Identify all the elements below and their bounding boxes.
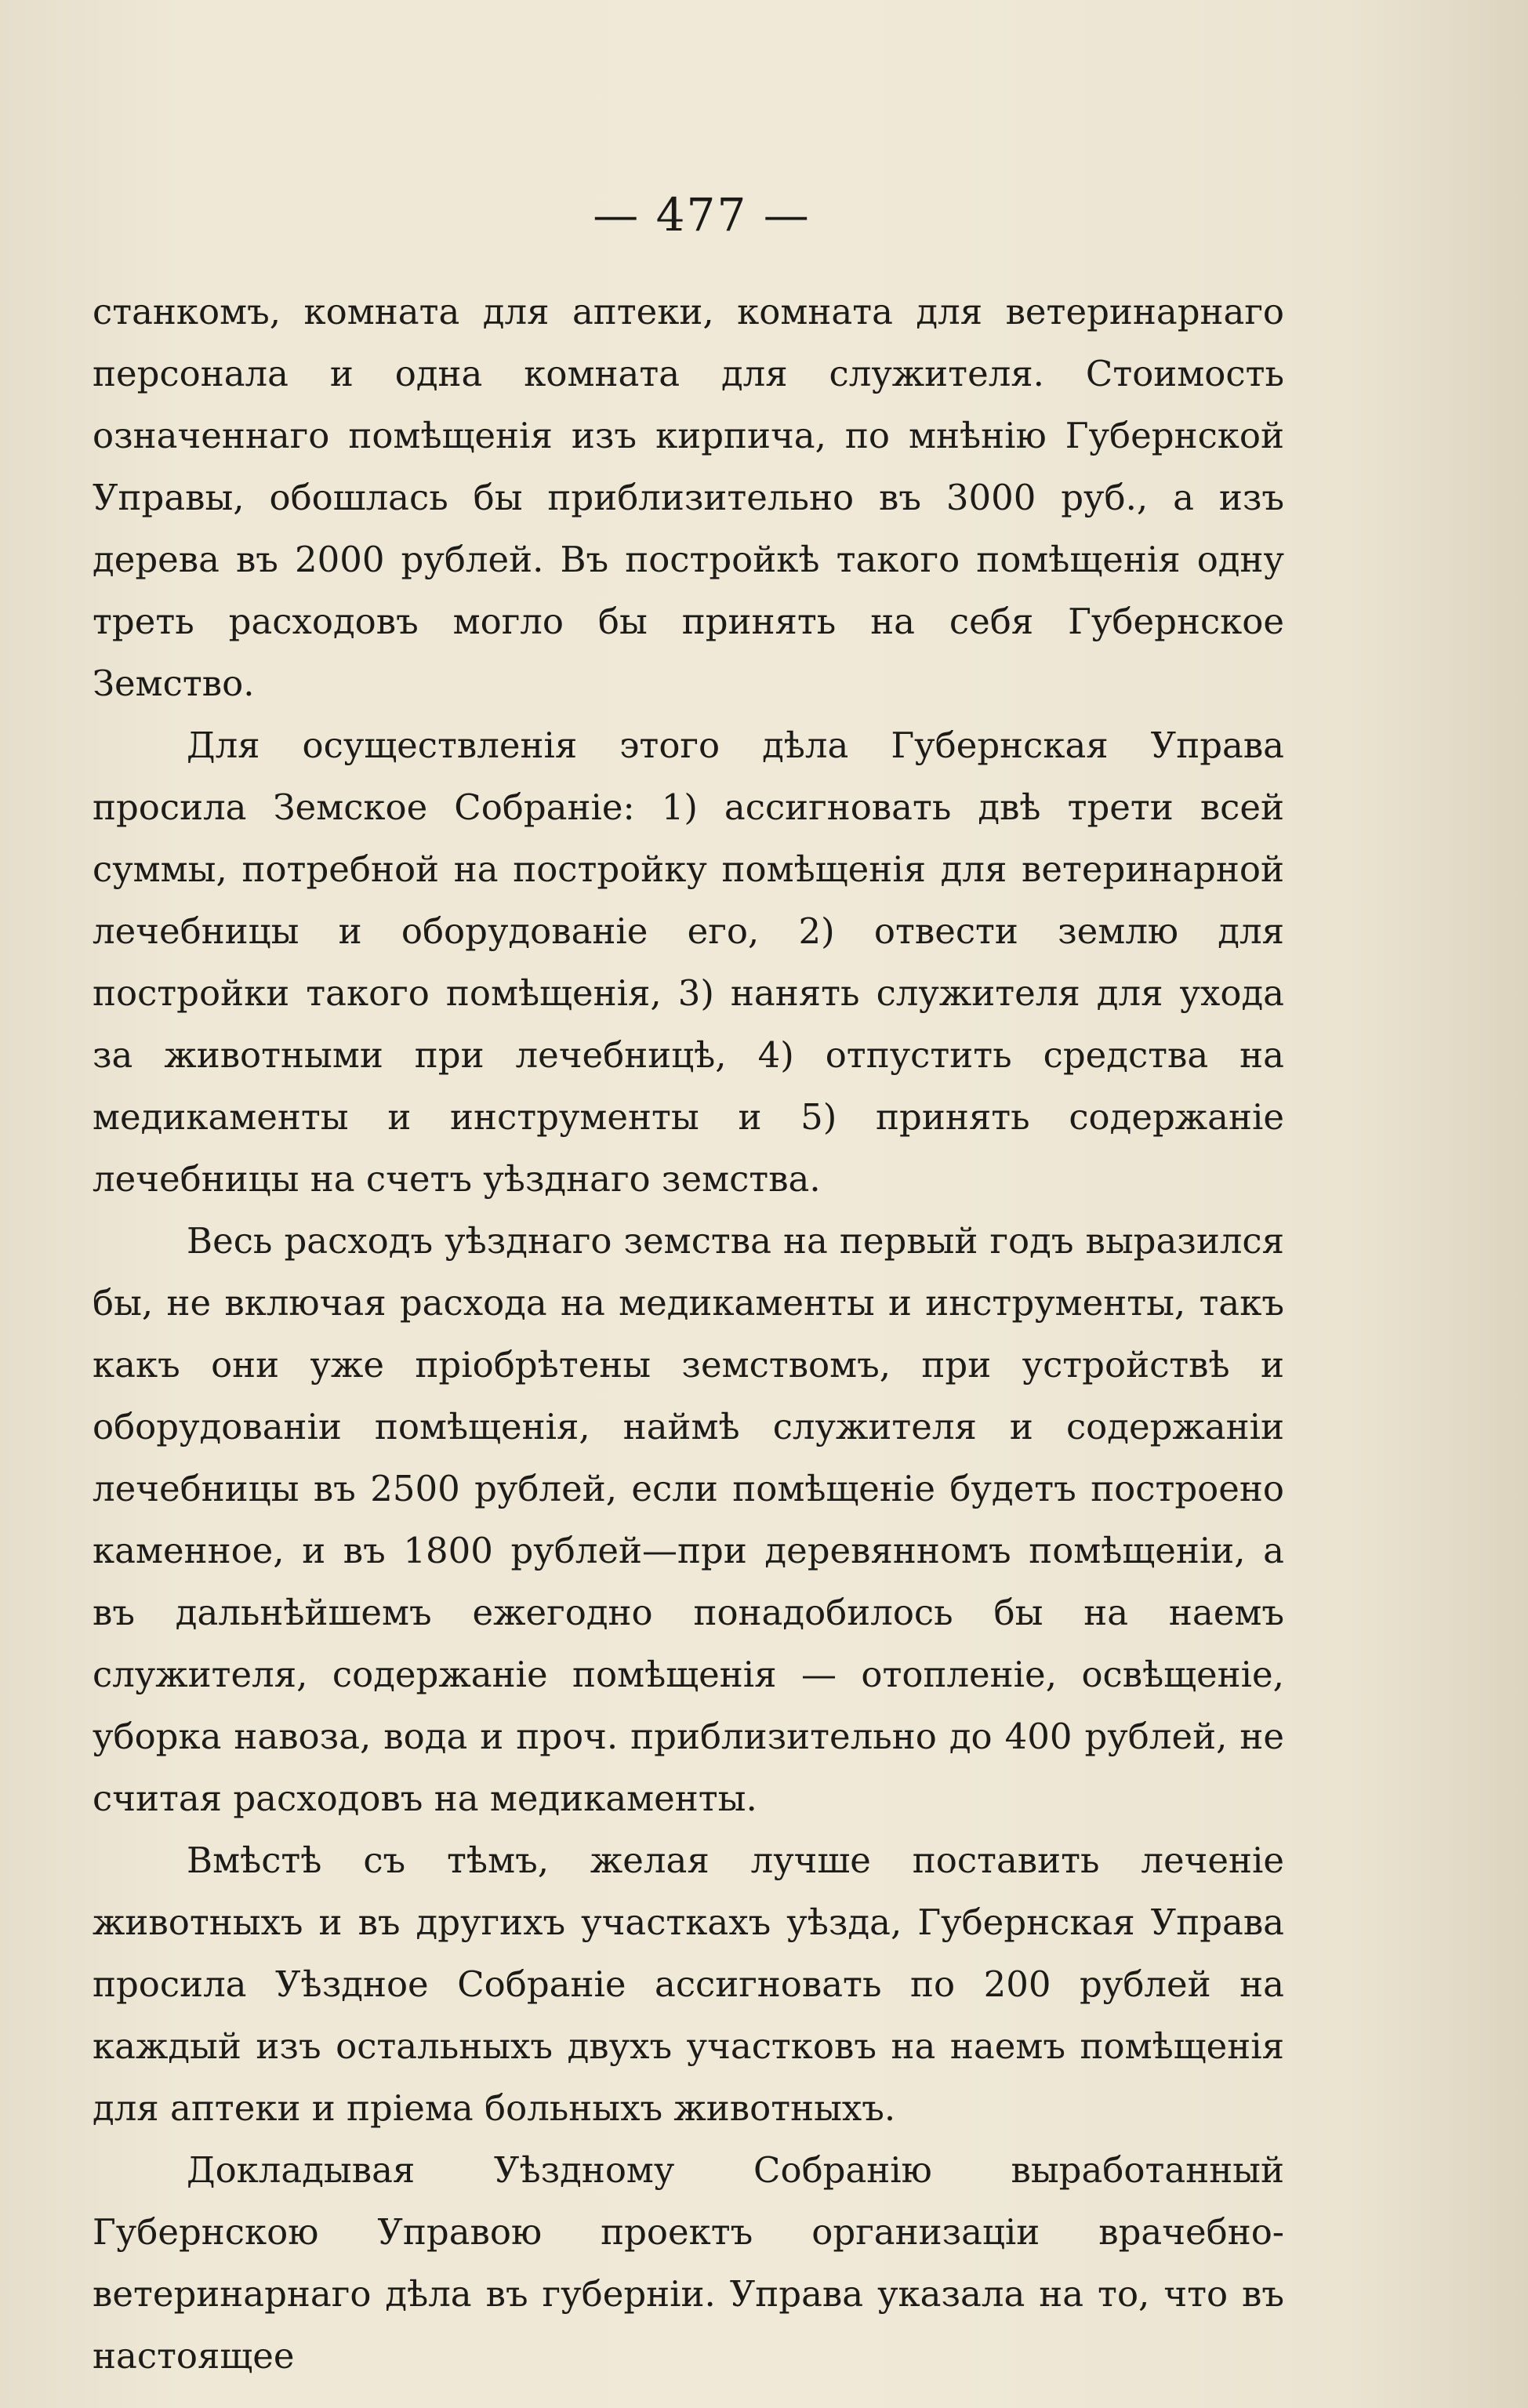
paragraph: Докладывая Уѣздному Собранію выработанный Губернскою Управою проектъ организаціи врачебно-ветеринарнаго дѣла въ губерніи. Управа указала на то, что въ настоящее [93,2149,1284,2377]
page-number: — 477 — [593,188,811,242]
paragraph: Вмѣстѣ съ тѣмъ, желая лучше поставить леченіе животныхъ и въ другихъ участкахъ уѣзда, Губернская Управа просила Уѣздное Собраніе ассигновать по 200 рублей на каждый изъ остальныхъ двухъ участковъ на наемъ помѣщенія для аптеки и пріема больныхъ животныхъ. [93,1840,1284,2129]
page-body-text [93,281,1284,2387]
paragraph: Весь расходъ уѣзднаго земства на первый годъ выразился бы, не включая расхода на медикаменты и инструменты, такъ какъ они уже пріобрѣтены земствомъ, при устройствѣ и оборудованіи помѣщенія, наймѣ служителя и содержаніи лечебницы въ 2500 рублей, если помѣщеніе будетъ построено каменное, и въ 1800 рублей—при деревянномъ помѣщеніи, а въ дальнѣйшемъ ежегодно понадобилось бы на наемъ служителя, содержаніе помѣщенія — отопленіе, освѣщеніе, уборка навоза, вода и проч. приблизительно до 400 рублей, не считая расходовъ на медикаменты. [93,1220,1284,1819]
paragraph: Для осуществленія этого дѣла Губернская Управа просила Земское Собраніе: 1) ассигновать двѣ трети всей суммы, потребной на постройку помѣщенія для ветеринарной лечебницы и оборудованіе его, 2) отвести землю для постройки такого помѣщенія, 3) нанять служителя для ухода за животными при лечебницѣ, 4) отпустить средства на медикаменты и инструменты и 5) принять содержаніе лечебницы на счетъ уѣзднаго земства. [93,725,1284,1200]
paragraph-continued: станкомъ, комната для аптеки, комната для ветеринарнаго персонала и одна комната для служителя. Стоимость означеннаго помѣщенія изъ кирпича, по мнѣнію Губернской Управы, обошлась бы приблизительно въ 3000 руб., а изъ дерева въ 2000 рублей. Въ постройкѣ такого помѣщенія одну треть расходовъ могло бы принять на себя Губернское Земство. [93,291,1284,704]
